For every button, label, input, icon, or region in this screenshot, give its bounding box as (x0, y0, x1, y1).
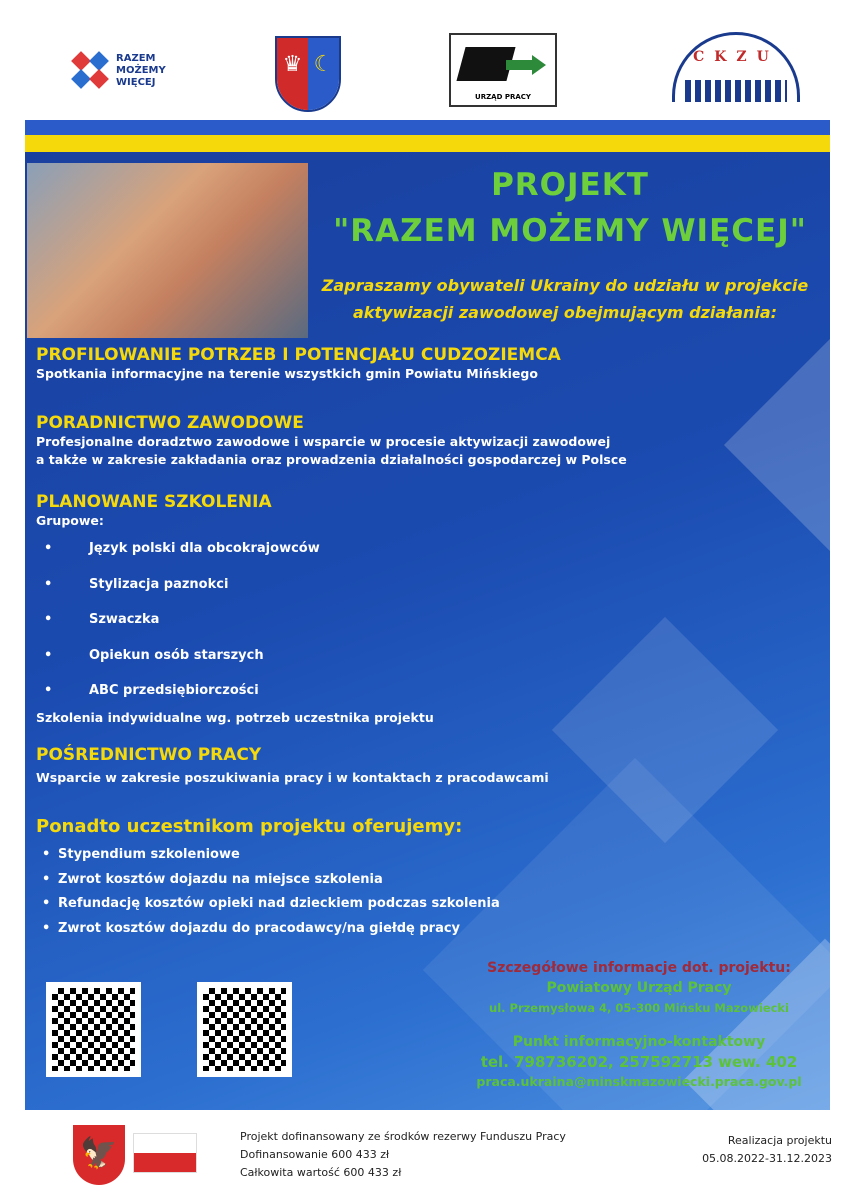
razem-logo-text: WIĘCEJ (116, 77, 156, 88)
list-item: • Opiekun osób starszych (44, 647, 264, 663)
list-item: • Stylizacja paznokci (44, 576, 229, 592)
top-stripe-blue (25, 120, 830, 135)
urzad-pracy-logo: URZĄD PRACY (449, 33, 557, 107)
offer-list (36, 843, 500, 941)
hands-photo (27, 163, 308, 338)
trainings-list (44, 531, 320, 709)
contact-info: Szczegółowe informacje dot. projektu: Powiatowy Urząd Pracy ul. Przemysłowa 4, 05-300 Mińsku Mazowiecki Punkt informacyjno-kontaktowy tel. 798736202, 257592713 wew. 402 praca.ukraina@minskmazowiecki.praca.gov.pl (430, 958, 848, 1092)
polish-emblem: 🦅 (73, 1125, 125, 1185)
list-item: • Szwaczka (44, 612, 160, 627)
razem-logo (72, 52, 166, 90)
section-text: Wsparcie w zakresie poszukiwania pracy i w kontaktach z pracodawcami (36, 770, 549, 785)
razem-logo-text: RAZEM (116, 53, 156, 64)
section-heading: PORADNICTWO ZAWODOWE (36, 413, 304, 433)
realization-info: Realizacja projektu 05.08.2022-31.12.2023 (702, 1134, 832, 1165)
list-item: • Refundację kosztów opieki nad dzieckiem podczas szkolenia (42, 896, 500, 911)
intro-text: Zapraszamy obywateli Ukrainy do udziału w projekcie aktywizacji zawodowej obejmującym działania: (321, 276, 809, 322)
list-item: • Zwrot kosztów dojazdu na miejsce szkolenia (42, 871, 383, 887)
email-link[interactable]: praca.ukraina@minskmazowiecki.praca.gov.pl (476, 1074, 802, 1089)
qr-code-2[interactable] (197, 982, 292, 1077)
coat-of-arms-minsk: ♛ ☾ (275, 36, 341, 112)
razem-logo-icon (72, 52, 110, 90)
section-heading: PLANOWANE SZKOLENIA (36, 492, 272, 512)
offer-heading: Ponadto uczestnikom projektu oferujemy: (36, 816, 463, 837)
list-item: • Stypendium szkoleniowe (42, 847, 240, 862)
project-title: PROJEKT "RAZEM MOŻEMY WIĘCEJ" (333, 167, 807, 249)
top-stripe-yellow (25, 135, 830, 152)
list-item: • Zwrot kosztów dojazdu do pracodawcy/na giełdę pracy (42, 920, 461, 936)
individual-text: Szkolenia indywidualne wg. potrzeb uczestnika projektu (36, 710, 434, 725)
section-text: Profesjonalne doradztwo zawodowe i wsparcie w procesie aktywizacji zawodowej (36, 434, 611, 449)
section-text: Grupowe: (36, 513, 104, 528)
list-item: • ABC przedsiębiorczości (44, 683, 259, 698)
section-heading: PROFILOWANIE POTRZEB I POTENCJAŁU CUDZOZIEMCA (36, 345, 561, 365)
funding-info: Projekt dofinansowany ze środków rezerwy Funduszu Pracy Dofinansowanie 600 433 zł Całkowita wartość 600 433 zł (240, 1130, 566, 1179)
section-text: a także w zakresie zakładania oraz prowadzenia działalności gospodarczej w Polsce (36, 452, 627, 467)
razem-logo-text: MOŻEMY (116, 65, 166, 76)
section-text: Spotkania informacyjne na terenie wszystkich gmin Powiatu Mińskiego (36, 366, 538, 381)
qr-code-1[interactable] (46, 982, 141, 1077)
list-item: • Język polski dla obcokrajowców (44, 541, 320, 556)
polish-flag (133, 1133, 197, 1173)
section-heading: POŚREDNICTWO PRACY (36, 745, 262, 765)
ckzu-logo: CKZU (672, 32, 800, 102)
